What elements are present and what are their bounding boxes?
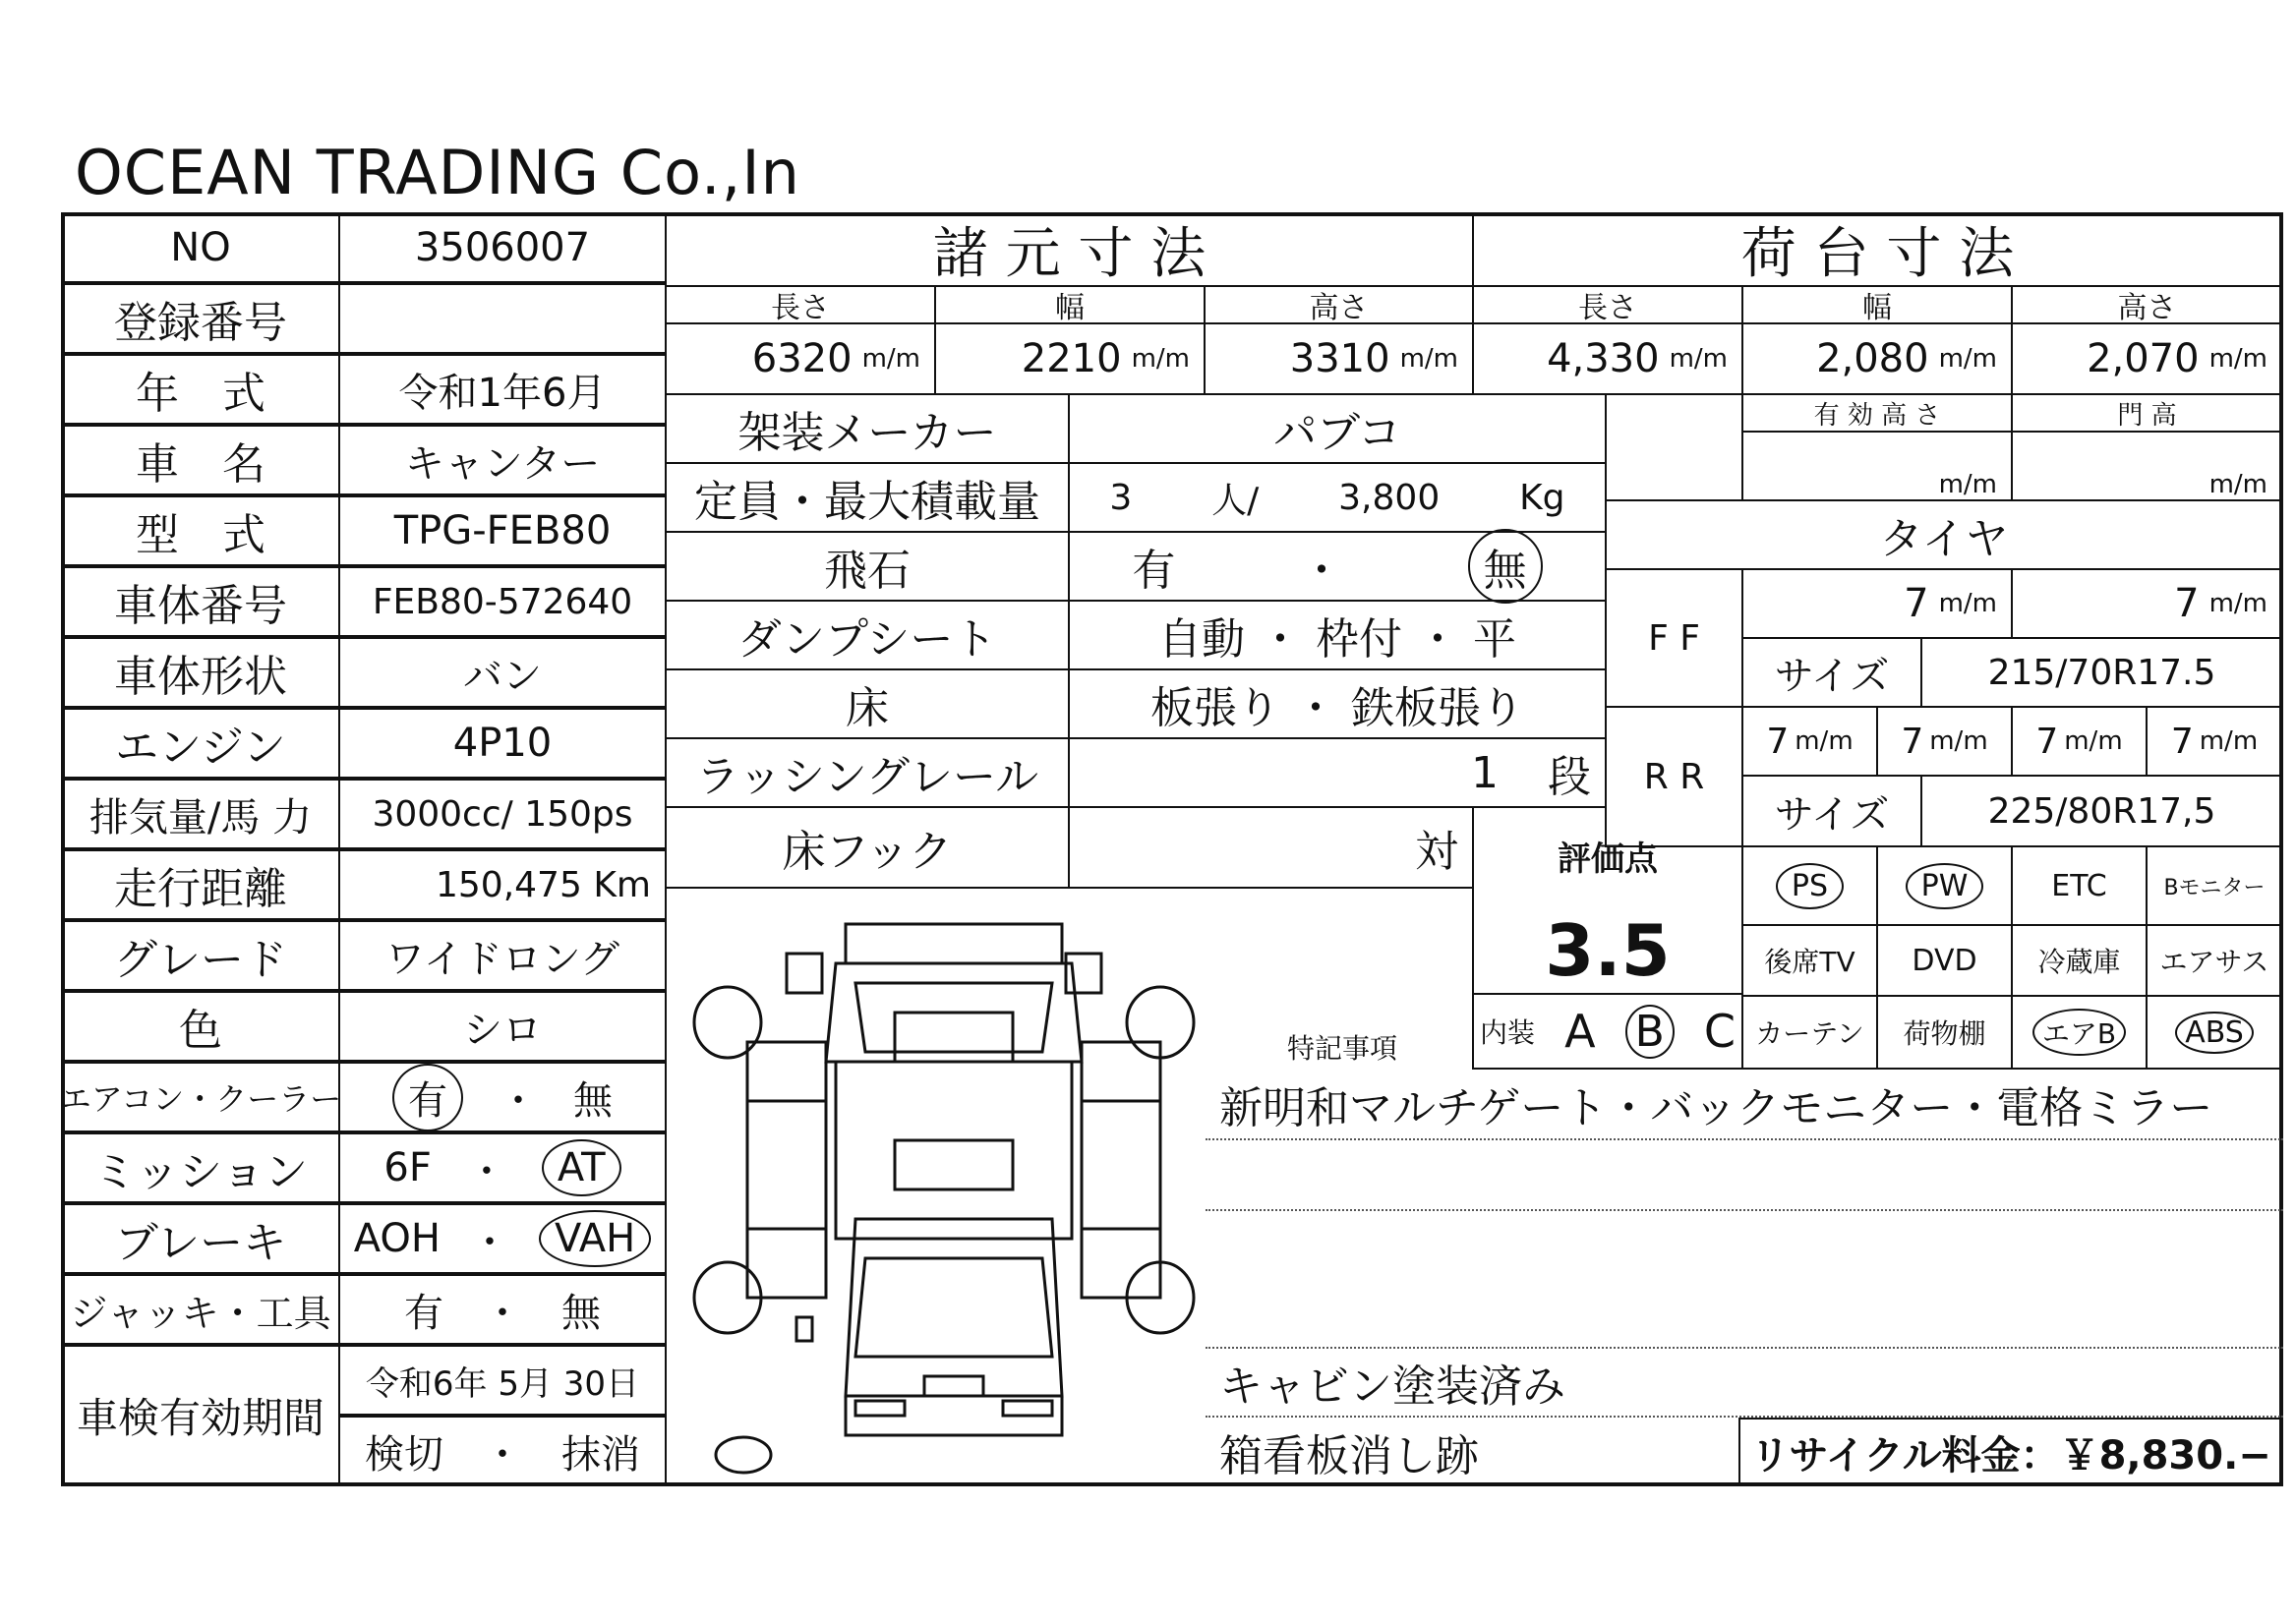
interior-c: C xyxy=(1703,1005,1736,1058)
aircon-yes: 有 xyxy=(392,1064,463,1131)
cargo-height-value xyxy=(2011,322,2283,395)
stone-guard-sep: ・ xyxy=(1299,546,1343,596)
mission-options xyxy=(338,1132,667,1203)
rr-4-value: 7 xyxy=(2170,721,2194,762)
lashing-rail-label: ラッシングレール xyxy=(665,737,1070,808)
notes-line-3: 箱看板消し跡 xyxy=(1219,1431,1479,1481)
floor-label: 床 xyxy=(665,668,1070,739)
option-airbag xyxy=(2011,995,2148,1070)
spec-width-value xyxy=(934,322,1206,395)
spec-height-header: 高さ xyxy=(1204,285,1474,324)
option-abs-text: ABS xyxy=(2175,1012,2254,1054)
cargo-dimensions-title: 荷 台 寸 法 xyxy=(1472,212,2283,287)
mission-at: AT xyxy=(542,1139,621,1196)
ff-left-unit: m/m xyxy=(1938,589,1997,618)
chassis-number-value: FEB80-572640 xyxy=(338,566,667,637)
ff-right-unit: m/m xyxy=(2208,589,2267,618)
rr-3-value: 7 xyxy=(2035,721,2059,762)
dump-seat-options: 自動 ・ 枠付 ・ 平 xyxy=(1068,600,1607,670)
rr-2-value: 7 xyxy=(1901,721,1924,762)
option-pw xyxy=(1876,845,2013,926)
inspection-expired: 検切 xyxy=(365,1431,443,1478)
spec-width-number: 2210 xyxy=(1021,336,1122,381)
engine-value: 4P10 xyxy=(338,708,667,779)
ff-size-value: 215/70R17.5 xyxy=(1920,637,2283,708)
capacity-label: 定員・最大積載量 xyxy=(665,462,1070,533)
floor-options: 板張り ・ 鉄板張り xyxy=(1068,668,1607,739)
rr-4 xyxy=(2146,706,2283,777)
spec-length-number: 6320 xyxy=(751,336,853,381)
option-ps xyxy=(1741,845,1878,926)
no-value: 3506007 xyxy=(338,212,667,283)
cargo-length-number: 4,330 xyxy=(1547,336,1660,381)
lashing-rail-count: 1 xyxy=(1471,747,1499,798)
rr-3-unit: m/m xyxy=(2064,726,2123,756)
effective-height-header: 有 効 高 さ xyxy=(1741,393,2013,433)
score-box xyxy=(1472,806,1743,995)
jack-label: ジャッキ・工具 xyxy=(61,1274,340,1345)
cargo-width-value xyxy=(1741,322,2013,395)
spec-length-value xyxy=(665,322,936,395)
option-luggage-rack: 荷物棚 xyxy=(1876,995,2013,1070)
brake-options xyxy=(338,1203,667,1274)
floor-hook-label: 床フック xyxy=(665,806,1070,889)
option-airbag-text: エアB xyxy=(2032,1009,2126,1056)
brake-sep: ・ xyxy=(469,1219,509,1265)
spec-height-unit: m/m xyxy=(1399,344,1458,374)
floor-hook-unit: 対 xyxy=(1068,806,1474,889)
aircon-sep: ・ xyxy=(499,1077,538,1124)
cargo-length-header: 長さ xyxy=(1472,285,1743,324)
option-fridge: 冷蔵庫 xyxy=(2011,924,2148,997)
spec-height-value xyxy=(1204,322,1474,395)
notes-blank-2 xyxy=(1206,1211,2283,1349)
cargo-width-unit: m/m xyxy=(1938,344,1997,374)
grade-value: ワイドロング xyxy=(338,920,667,991)
capacity-persons: 3 xyxy=(1109,477,1133,518)
stone-guard-label: 飛石 xyxy=(665,531,1070,602)
spec-height-number: 3310 xyxy=(1289,336,1390,381)
dump-seat-label: ダンプシート xyxy=(665,600,1070,670)
gate-height-unit: m/m xyxy=(2011,431,2283,501)
spec-width-header: 幅 xyxy=(934,285,1206,324)
rr-2-unit: m/m xyxy=(1929,726,1988,756)
year-value: 令和1年6月 xyxy=(338,354,667,425)
stone-guard-yes: 有 xyxy=(1132,546,1176,596)
option-curtain: カーテン xyxy=(1741,995,1878,1070)
option-dvd: DVD xyxy=(1876,924,2013,997)
rr-1-unit: m/m xyxy=(1795,726,1854,756)
spec-length-unit: m/m xyxy=(861,344,920,374)
model-code-label: 型 式 xyxy=(61,495,340,566)
rr-1-value: 7 xyxy=(1766,721,1790,762)
capacity-load-unit: Kg xyxy=(1519,477,1565,518)
cargo-length-unit: m/m xyxy=(1669,344,1728,374)
brake-vah: VAH xyxy=(539,1210,651,1267)
mission-6f: 6F xyxy=(383,1145,432,1190)
ff-right xyxy=(2011,568,2283,639)
mission-label: ミッション xyxy=(61,1132,340,1203)
option-etc: ETC xyxy=(2011,845,2148,926)
notes-line-1: 新明和マルチゲート・バックモニター・電格ミラー xyxy=(1206,1070,2283,1140)
capacity-value xyxy=(1068,462,1607,533)
jack-yes: 有 xyxy=(404,1290,443,1336)
tire-title: タイヤ xyxy=(1605,499,2283,570)
option-air-suspension: エアサス xyxy=(2146,924,2283,997)
body-shape-value: バン xyxy=(338,637,667,708)
color-value: シロ xyxy=(338,991,667,1062)
ff-label: F F xyxy=(1605,568,1743,708)
displacement-value: 3000cc/ 150ps xyxy=(338,779,667,849)
cargo-width-header: 幅 xyxy=(1741,285,2013,324)
jack-options xyxy=(338,1274,667,1345)
ff-left-value: 7 xyxy=(1904,581,1929,626)
option-b-monitor: Bモニター xyxy=(2146,845,2283,926)
inspection-cancelled: 抹消 xyxy=(561,1431,640,1478)
interior-label: 内装 xyxy=(1480,1016,1536,1049)
stone-guard-no: 無 xyxy=(1468,529,1543,604)
option-ps-text: PS xyxy=(1776,863,1844,909)
chassis-number-label: 車体番号 xyxy=(61,566,340,637)
interior-b: B xyxy=(1625,1005,1675,1059)
option-pw-text: PW xyxy=(1906,863,1984,909)
rr-4-unit: m/m xyxy=(2199,726,2259,756)
ff-left xyxy=(1741,568,2013,639)
model-name-label: 車 名 xyxy=(61,425,340,495)
jack-sep: ・ xyxy=(483,1290,522,1336)
model-code-value: TPG-FEB80 xyxy=(338,495,667,566)
cargo-length-value xyxy=(1472,322,1743,395)
capacity-persons-unit: 人/ xyxy=(1211,480,1260,521)
option-abs xyxy=(2146,995,2283,1070)
aircon-no: 無 xyxy=(573,1077,613,1124)
jack-no: 無 xyxy=(561,1290,601,1336)
capacity-load: 3,800 xyxy=(1338,477,1441,518)
maker-value: パブコ xyxy=(1068,393,1607,464)
maker-label: 架装メーカー xyxy=(665,393,1070,464)
rr-size-value: 225/80R17,5 xyxy=(1920,775,2283,847)
mission-sep: ・ xyxy=(466,1148,506,1194)
inspection-date: 令和6年 5月 30日 xyxy=(338,1345,667,1416)
company-name: OCEAN TRADING Co.,In xyxy=(75,137,800,208)
recycle-fee: リサイクル料金：￥8,830.− xyxy=(1738,1418,2283,1486)
mileage-label: 走行距離 xyxy=(61,849,340,920)
year-label: 年 式 xyxy=(61,354,340,425)
effective-height-unit: m/m xyxy=(1741,431,2013,501)
rr-size-label: サイズ xyxy=(1741,775,1922,847)
brake-label: ブレーキ xyxy=(61,1203,340,1274)
score-value: 3.5 xyxy=(1545,909,1671,992)
interior-a: A xyxy=(1564,1005,1596,1058)
inspection-sep: ・ xyxy=(483,1431,522,1478)
rr-label: R R xyxy=(1605,706,1743,847)
score-label: 評価点 xyxy=(1558,840,1658,879)
displacement-label: 排気量/馬 力 xyxy=(61,779,340,849)
spec-dimensions-title: 諸 元 寸 法 xyxy=(665,212,1474,287)
inspection-label: 車検有効期間 xyxy=(61,1345,340,1486)
rr-2 xyxy=(1876,706,2013,777)
engine-label: エンジン xyxy=(61,708,340,779)
lashing-rail-value xyxy=(1068,737,1607,808)
cargo-height-number: 2,070 xyxy=(2087,336,2200,381)
brake-aoh: AOH xyxy=(353,1216,441,1261)
cargo-width-number: 2,080 xyxy=(1816,336,1929,381)
grade-label: グレード xyxy=(61,920,340,991)
color-label: 色 xyxy=(61,991,340,1062)
notes-line-2: キャビン塗装済み xyxy=(1206,1349,2283,1418)
inspection-options xyxy=(338,1416,667,1486)
interior-grade xyxy=(1472,993,1743,1070)
reg-number-label: 登録番号 xyxy=(61,283,340,354)
gate-height-header: 門 高 xyxy=(2011,393,2283,433)
notes-blank-1 xyxy=(1206,1140,2283,1211)
ff-size-label: サイズ xyxy=(1741,637,1922,708)
aircon-options xyxy=(338,1062,667,1132)
cargo-height-unit: m/m xyxy=(2208,344,2267,374)
no-label: NO xyxy=(61,212,340,283)
spec-width-unit: m/m xyxy=(1131,344,1190,374)
body-shape-label: 車体形状 xyxy=(61,637,340,708)
vehicle-damage-diagram xyxy=(688,904,1200,1475)
rr-1 xyxy=(1741,706,1878,777)
reg-number-value xyxy=(338,283,667,354)
aircon-label: エアコン・クーラー xyxy=(61,1062,340,1132)
lashing-rail-unit: 段 xyxy=(1548,752,1591,802)
rr-3 xyxy=(2011,706,2148,777)
stone-guard-options xyxy=(1068,531,1607,602)
mileage-value: 150,475 Km xyxy=(338,849,667,920)
ff-right-value: 7 xyxy=(2174,581,2200,626)
option-rear-tv: 後席TV xyxy=(1741,924,1878,997)
spec-length-header: 長さ xyxy=(665,285,936,324)
model-name-value: キャンター xyxy=(338,425,667,495)
cargo-height-header: 高さ xyxy=(2011,285,2283,324)
notes-title: 特記事項 xyxy=(1286,1032,1397,1065)
